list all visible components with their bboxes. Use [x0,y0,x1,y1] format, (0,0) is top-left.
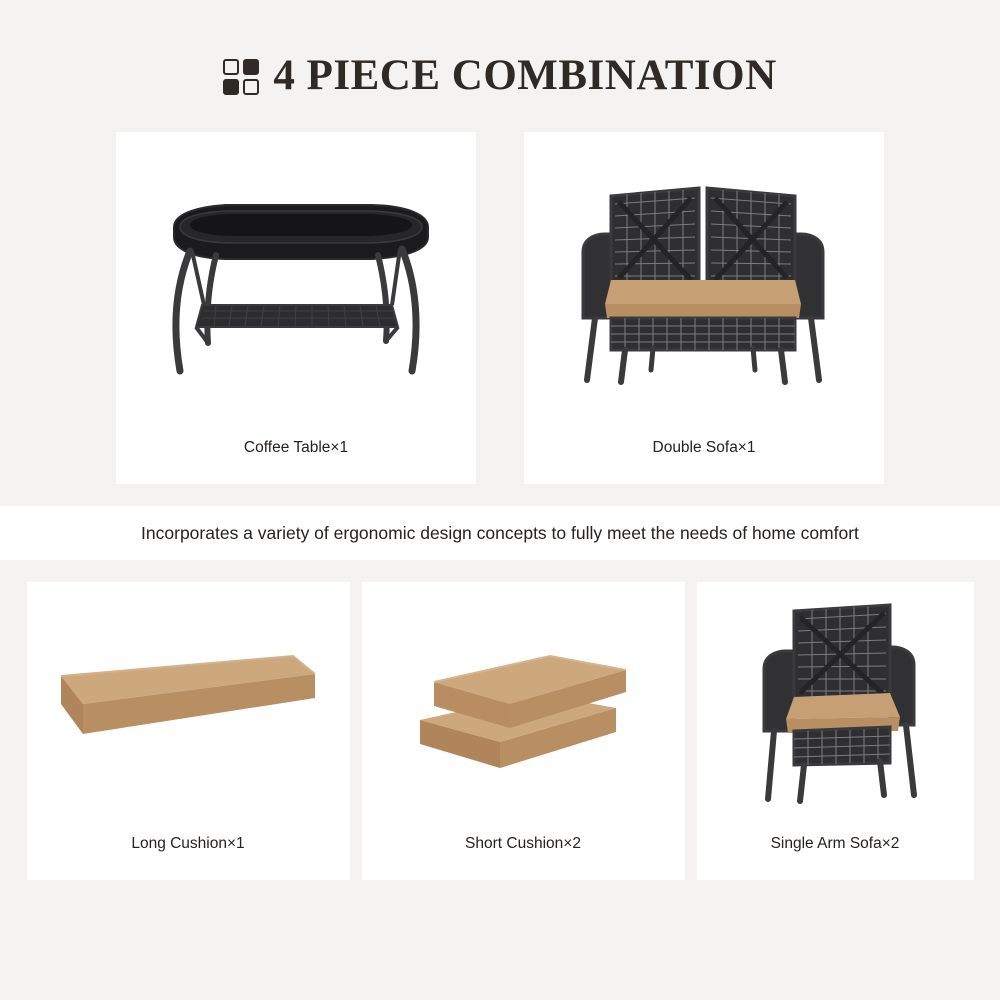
feature-banner [0,506,1000,560]
grid-4-squares-icon [223,59,259,95]
page-header [0,0,1000,106]
short-cushion-image [362,582,685,834]
product-card-single-arm-sofa[interactable] [697,582,974,880]
long-cushion-image [27,582,350,834]
page-title: 4 PIECE COMBINATION [273,51,777,99]
product-caption: Double Sofa×1 [652,439,756,456]
single-arm-sofa-image [697,582,974,834]
product-card-double-sofa[interactable] [524,132,884,484]
product-card-short-cushion[interactable] [362,582,685,880]
double-sofa-image [524,132,884,438]
coffee-table-image [116,132,476,438]
product-card-long-cushion[interactable] [27,582,350,880]
product-caption: Short Cushion×2 [465,835,581,852]
bottom-product-row [0,582,1000,880]
product-caption: Coffee Table×1 [243,439,349,456]
product-caption: Long Cushion×1 [131,835,245,852]
product-card-coffee-table[interactable] [116,132,476,484]
top-product-row [0,132,1000,484]
feature-banner-text: Incorporates a variety of ergonomic design concepts to fully meet the needs of home comfort [141,522,859,543]
product-caption: Single Arm Sofa×2 [770,835,900,852]
